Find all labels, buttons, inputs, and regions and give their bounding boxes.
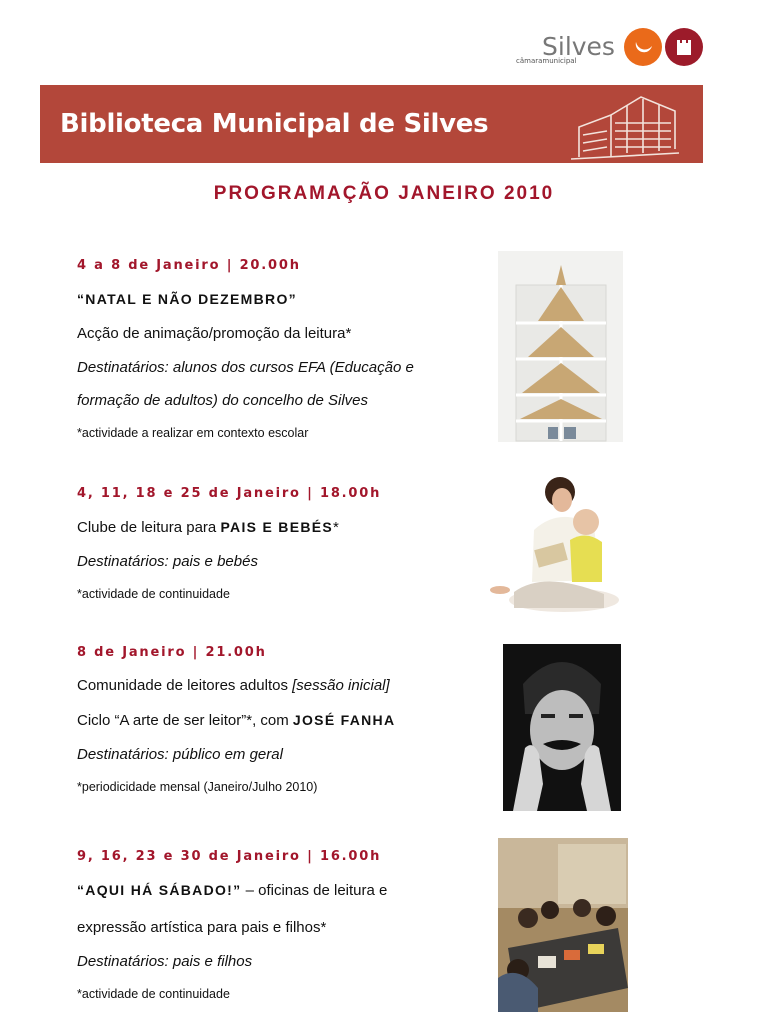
event-date: 4 a 8 de Janeiro | 20.00h bbox=[77, 258, 301, 273]
crescent-moon-icon bbox=[624, 28, 662, 66]
event-description-cont: expressão artística para pais e filhos* bbox=[77, 919, 327, 936]
event-audience: Destinatários: alunos dos cursos EFA (Educação e bbox=[77, 359, 414, 376]
jose-fanha-portrait-photo bbox=[503, 644, 621, 811]
description-asterisk: * bbox=[333, 519, 339, 536]
event-title: “AQUI HÁ SÁBADO!” bbox=[77, 882, 242, 898]
mother-and-baby-reading-photo bbox=[484, 470, 624, 615]
bookshelf-tree-photo bbox=[498, 251, 623, 442]
event-date: 4, 11, 18 e 25 de Janeiro | 18.00h bbox=[77, 486, 382, 501]
event-2 bbox=[77, 486, 497, 603]
guest-name: JOSÉ FANHA bbox=[292, 712, 396, 728]
session-note: [sessão inicial] bbox=[292, 677, 390, 694]
page-title: PROGRAMAÇÃO JANEIRO 2010 bbox=[213, 183, 555, 204]
event-audience: Destinatários: pais e filhos bbox=[77, 953, 253, 970]
library-banner bbox=[40, 85, 703, 163]
event-note: *actividade de continuidade bbox=[77, 587, 230, 601]
logo-wordmark: Silves bbox=[542, 32, 615, 61]
cycle-text: Ciclo “A arte de ser leitor”*, com bbox=[77, 712, 293, 729]
event-cycle bbox=[77, 711, 497, 730]
event-4 bbox=[77, 849, 497, 1003]
event-note: *actividade de continuidade bbox=[77, 987, 230, 1001]
event-description: Acção de animação/promoção da leitura* bbox=[77, 325, 352, 342]
event-note: *actividade a realizar em contexto escolar bbox=[77, 426, 309, 440]
event-date: 9, 16, 23 e 30 de Janeiro | 16.00h bbox=[77, 849, 382, 864]
children-workshop-photo bbox=[498, 838, 628, 1012]
event-title-line bbox=[77, 881, 497, 900]
event-audience: Destinatários: público em geral bbox=[77, 746, 283, 763]
description-highlight: PAIS E BEBÉS bbox=[220, 519, 334, 535]
event-audience-cont: formação de adultos) do concelho de Silves bbox=[77, 392, 369, 409]
event-description bbox=[77, 518, 497, 537]
event-3 bbox=[77, 645, 497, 796]
castle-icon bbox=[665, 28, 703, 66]
library-building-icon bbox=[571, 87, 681, 161]
camara-municipal-silves-logo bbox=[514, 26, 704, 70]
event-title: “NATAL E NÃO DEZEMBRO” bbox=[77, 291, 297, 307]
event-description: – oficinas de leitura e bbox=[241, 882, 388, 899]
banner-title: Biblioteca Municipal de Silves bbox=[60, 109, 489, 139]
event-description bbox=[77, 677, 497, 695]
description-text: Comunidade de leitores adultos bbox=[77, 677, 293, 694]
event-audience: Destinatários: pais e bebés bbox=[77, 553, 258, 570]
event-1 bbox=[77, 258, 497, 442]
event-date: 8 de Janeiro | 21.00h bbox=[77, 645, 267, 660]
logo-subtitle: câmaramunicipal bbox=[516, 57, 577, 65]
event-note: *periodicidade mensal (Janeiro/Julho 2010) bbox=[77, 780, 318, 794]
description-text: Clube de leitura para bbox=[77, 519, 221, 536]
